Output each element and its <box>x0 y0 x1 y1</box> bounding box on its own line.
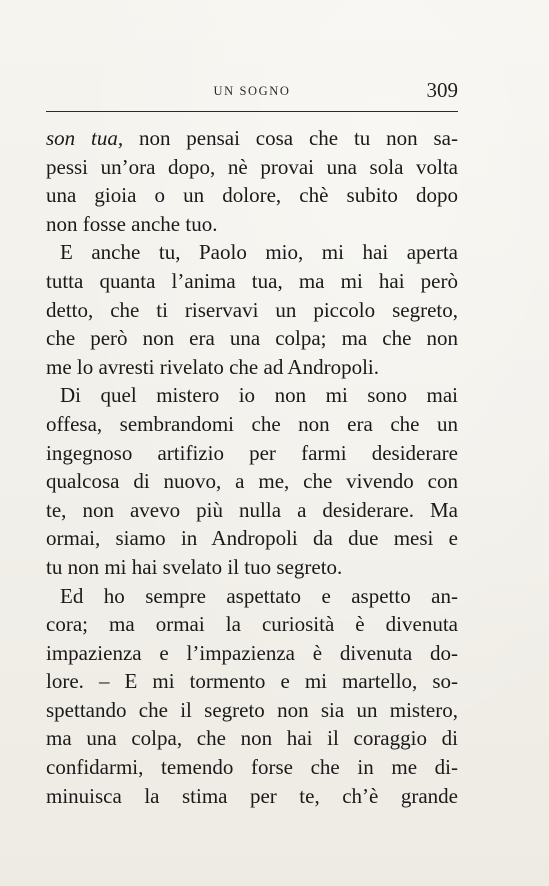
text-line: Ed ho sempre aspettato e aspetto an- <box>60 583 458 608</box>
text-line: cora; ma ormai la curiosità è divenuta <box>46 612 458 637</box>
text-line: pessi un’ora dopo, nè provai una sola volta <box>46 154 458 179</box>
text-line: tutta quanta l’anima tua, ma mi hai però <box>46 268 458 293</box>
body-text <box>46 124 458 810</box>
text-line: te, non avevo più nulla a desiderare. Ma <box>46 497 458 522</box>
text-line: tu non mi hai svelato il tuo segreto. <box>46 554 343 579</box>
text-line: ma una colpa, che non hai il coraggio di <box>46 726 458 751</box>
text-line: una gioia o un dolore, chè subito dopo <box>46 183 458 208</box>
page-number: 309 <box>426 78 458 102</box>
text-line: son tua, non pensai cosa che tu non sa- <box>46 126 458 150</box>
text-line: offesa, sembrandomi che non era che un <box>46 411 458 436</box>
header-rule <box>46 111 458 112</box>
text-line: ormai, siamo in Andropoli da due mesi e <box>46 526 458 551</box>
text-line: confidarmi, temendo forse che in me di- <box>46 755 458 780</box>
text-line: ingegnoso artifizio per farmi desiderare <box>46 440 458 465</box>
text-line: Di quel mistero io non mi sono mai <box>60 383 458 408</box>
text-line: lore. – E mi tormento e mi martello, so- <box>46 669 458 694</box>
text-line: spettando che il segreto non sia un mistero, <box>46 697 458 722</box>
text-line: non fosse anche tuo. <box>46 211 218 236</box>
text-line: me lo avresti rivelato che ad Andropoli. <box>46 354 379 379</box>
text-line: E anche tu, Paolo mio, mi hai aperta <box>60 240 458 265</box>
text-line: minuisca la stima per te, ch’è grande <box>46 783 458 808</box>
text-line: qualcosa di nuovo, a me, che vivendo con <box>46 469 458 494</box>
running-head <box>46 80 458 104</box>
text-line: detto, che ti riservavi un piccolo segreto, <box>46 297 458 322</box>
italic-lead: son tua, <box>46 126 124 150</box>
text-line: che però non era una colpa; ma che non <box>46 326 458 351</box>
running-title: UN SOGNO <box>213 84 291 98</box>
text-line: impazienza e l’impazienza è divenuta do- <box>46 640 458 665</box>
